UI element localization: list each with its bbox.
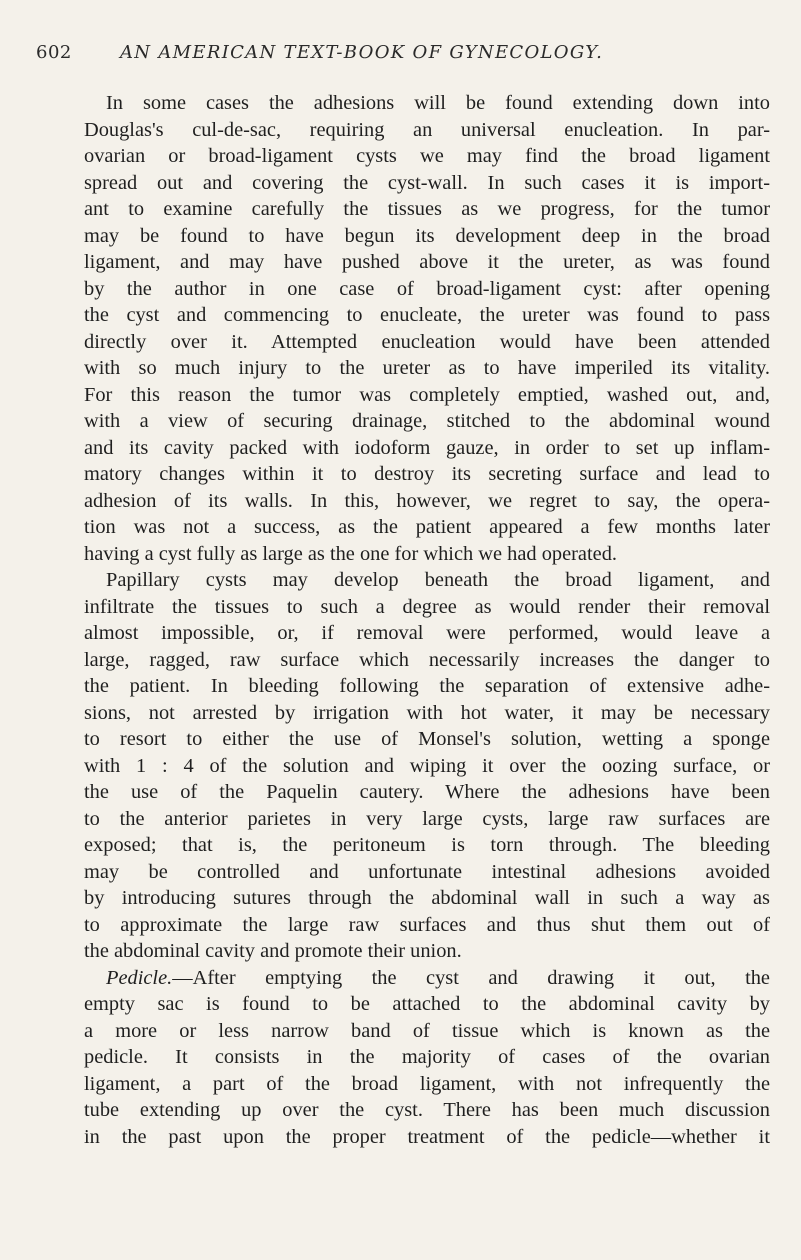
text-line: in the past upon the proper treatment of the pedicle—whether it [84, 1125, 770, 1148]
text-line: tion was not a success, as the patient appeared a few months later [84, 516, 770, 538]
text-line: by the author in one case of broad-ligament cyst: after opening [84, 277, 770, 300]
text-line: almost impossible, or, if removal were performed, would leave a [84, 622, 770, 644]
text-line: tube extending up over the cyst. There has been much discussion [84, 1099, 770, 1121]
text-line: For this reason the tumor was completely emptied, washed out, and, [84, 383, 770, 406]
text-line: a more or less narrow band of tissue which is known as the [84, 1019, 770, 1042]
text-line: sions, not arrested by irrigation with hot water, it may be necessary [84, 701, 770, 724]
text-line: ovarian or broad-ligament cysts we may find the broad ligament [84, 145, 770, 167]
text-line: with a view of securing drainage, stitched to the abdominal wound [84, 410, 770, 432]
text-line: infiltrate the tissues to such a degree as would render their removal [84, 595, 770, 618]
text-line: ant to examine carefully the tissues as we progress, for the tumor [84, 198, 770, 220]
text-line: matory changes within it to destroy its secreting surface and lead to [84, 463, 770, 485]
text-line: to the anterior parietes in very large cysts, large raw surfaces are [84, 807, 770, 830]
text-line: the cyst and commencing to enucleate, the ureter was found to pass [84, 304, 770, 326]
text-line: to approximate the large raw surfaces and thus shut them out of [84, 913, 770, 936]
text-line: Douglas's cul-de-sac, requiring an universal enucleation. In par- [84, 118, 770, 141]
text-line: with 1 : 4 of the solution and wiping it over the oozing surface, or [84, 754, 770, 777]
text-line: In some cases the adhesions will be found extending down into [106, 92, 770, 114]
text-line: by introducing sutures through the abdominal wall in such a way as [84, 887, 770, 909]
pedicle-paragraph-first-line [84, 965, 770, 992]
text-line: Papillary cysts may develop beneath the broad ligament, and [106, 569, 770, 591]
text-line: the use of the Paquelin cautery. Where the adhesions have been [84, 781, 770, 803]
text-line: large, ragged, raw surface which necessarily increases the danger to [84, 648, 770, 671]
text-line: with so much injury to the ureter as to have imperiled its vitality. [84, 357, 770, 379]
text-line: and its cavity packed with iodoform gauze, in order to set up inflam- [84, 436, 770, 459]
text-line: spread out and covering the cyst-wall. In such cases it is import- [84, 171, 770, 194]
text-line: may be found to have begun its development deep in the broad [84, 224, 770, 247]
text-line: to resort to either the use of Monsel's solution, wetting a sponge [84, 728, 770, 750]
text-line: having a cyst fully as large as the one for which we had operated. [84, 542, 617, 565]
text-line: adhesion of its walls. In this, however, we regret to say, the opera- [84, 489, 770, 512]
text-line: directly over it. Attempted enucleation would have been attended [84, 330, 770, 353]
pedicle-first-line-text: —After emptying the cyst and drawing it out, the [172, 966, 770, 989]
running-title: AN AMERICAN TEXT-BOOK OF GYNECOLOGY. [120, 42, 604, 63]
text-line: ligament, a part of the broad ligament, with not infrequently the [84, 1072, 770, 1095]
text-line: empty sac is found to be attached to the abdominal cavity by [84, 993, 770, 1015]
text-line: exposed; that is, the peritoneum is torn through. The bleeding [84, 834, 770, 856]
text-line: the abdominal cavity and promote their union. [84, 940, 462, 962]
pedicle-heading: Pedicle. [106, 966, 173, 989]
text-line: ligament, and may have pushed above it the ureter, as was found [84, 251, 770, 273]
page-number: 602 [36, 42, 72, 63]
text-line: pedicle. It consists in the majority of cases of the ovarian [84, 1046, 770, 1068]
running-header [36, 42, 776, 66]
text-line: the patient. In bleeding following the separation of extensive adhe- [84, 675, 770, 697]
text-line: may be controlled and unfortunate intestinal adhesions avoided [84, 860, 770, 883]
body-text [84, 90, 770, 1150]
